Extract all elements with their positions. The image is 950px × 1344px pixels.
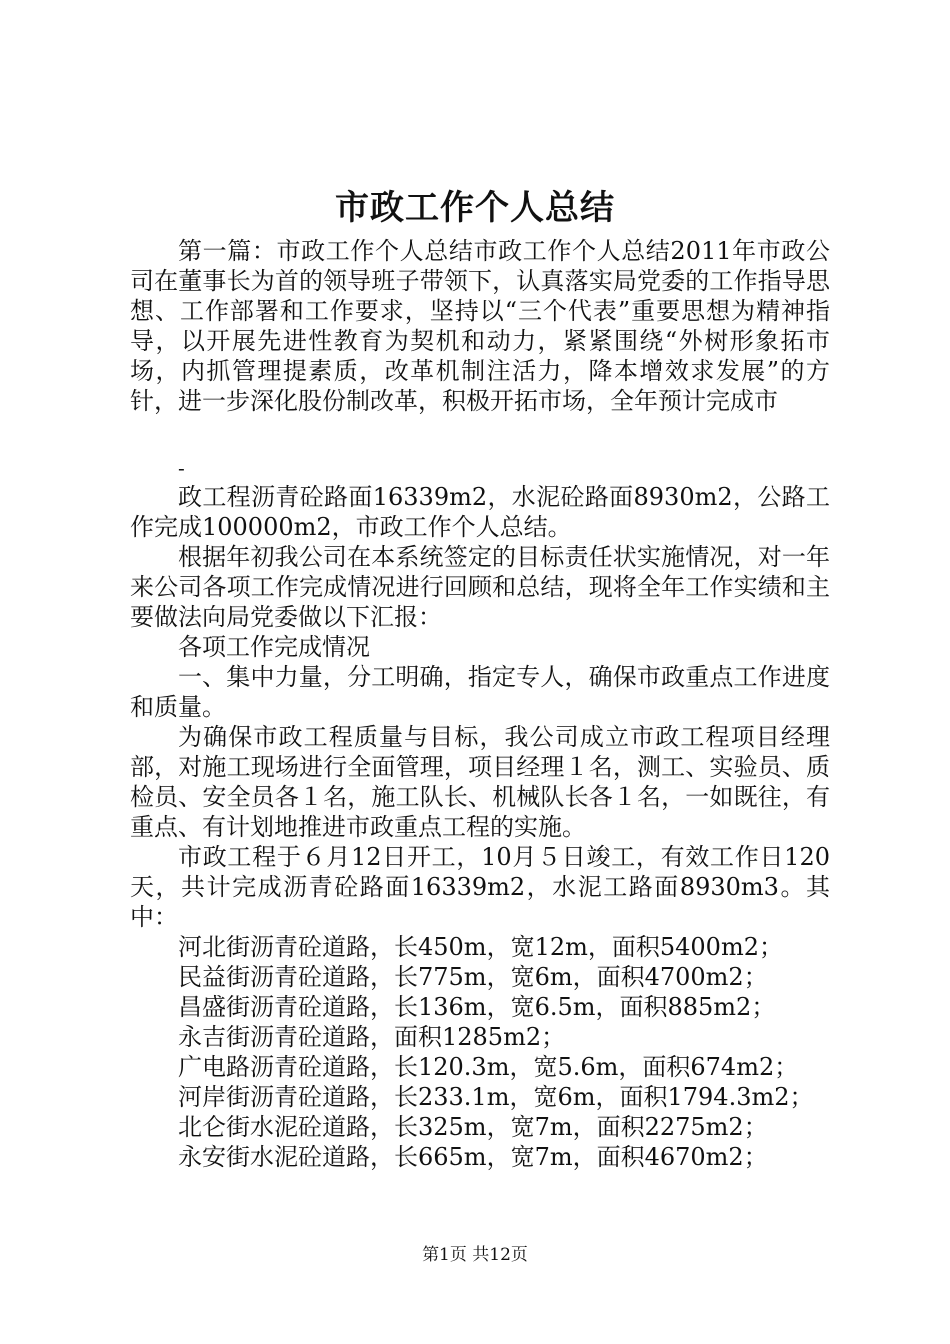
page-footer: 第1页 共12页: [422, 1245, 528, 1265]
intro-paragraph: 第一篇：市政工作个人总结市政工作个人总结2011年市政公司在董事长为首的领导班子带领下，认真落实局党委的工作指导思想、工作部署和工作要求，坚持以“三个代表”重要思想为精神指导，以开展先进性教育为契机和动力，紧紧围绕“外树形象拓市场，内抓管理提素质，改革机制注活力，降本增效求发展”的方针，进一步深化股份制改革，积极开拓市场，全年预计完成市: [130, 237, 830, 415]
separator-dash: -: [178, 456, 185, 480]
road-list-item: 河岸街沥青砼道路，长233.1m，宽6m，面积1794.3m2；: [178, 1083, 814, 1111]
paragraph-schedule: 市政工程于６月12日开工，10月５日竣工，有效工作日120天，共计完成沥青砼路面16339m2，水泥工路面8930m3。其中：: [130, 843, 830, 931]
paragraph-report: 根据年初我公司在本系统签定的目标责任状实施情况，对一年来公司各项工作完成情况进行回顾和总结，现将全年工作实绩和主要做法向局党委做以下汇报：: [130, 543, 830, 631]
intro-block: [130, 236, 830, 416]
road-list-item: 永安街水泥砼道路，长665m，宽7m，面积4670m2；: [178, 1143, 768, 1171]
paragraph-project-team: 为确保市政工程质量与目标，我公司成立市政工程项目经理部，对施工现场进行全面管理，项目经理１名，测工、实验员、质检员、安全员各１名，施工队长、机械队长各１名，一如既往，有重点、有计划地推进市政重点工程的实施。: [130, 723, 830, 841]
road-list-item: 河北街沥青砼道路，长450m，宽12m，面积5400m2；: [178, 933, 783, 961]
document-title: 市政工作个人总结: [335, 188, 615, 228]
section-heading: 各项工作完成情况: [178, 633, 370, 661]
road-list-item: 北仑街水泥砼道路，长325m，宽7m，面积2275m2；: [178, 1113, 768, 1141]
paragraph-summary: 政工程沥青砼路面16339m2，水泥砼路面8930m2，公路工作完成100000m2，市政工作个人总结。: [130, 483, 830, 541]
road-list-item: 民益街沥青砼道路，长775m，宽6m，面积4700m2；: [178, 963, 768, 991]
road-list-item: 昌盛街沥青砼道路，长136m，宽6.5m，面积885m2；: [178, 993, 776, 1021]
section-item-one: 一、集中力量，分工明确，指定专人，确保市政重点工作进度和质量。: [130, 663, 830, 721]
body-block: [130, 482, 830, 1172]
road-list-item: 永吉街沥青砼道路，面积1285m2；: [178, 1023, 566, 1051]
road-list-item: 广电路沥青砼道路，长120.3m，宽5.6m，面积674m2；: [178, 1053, 799, 1081]
